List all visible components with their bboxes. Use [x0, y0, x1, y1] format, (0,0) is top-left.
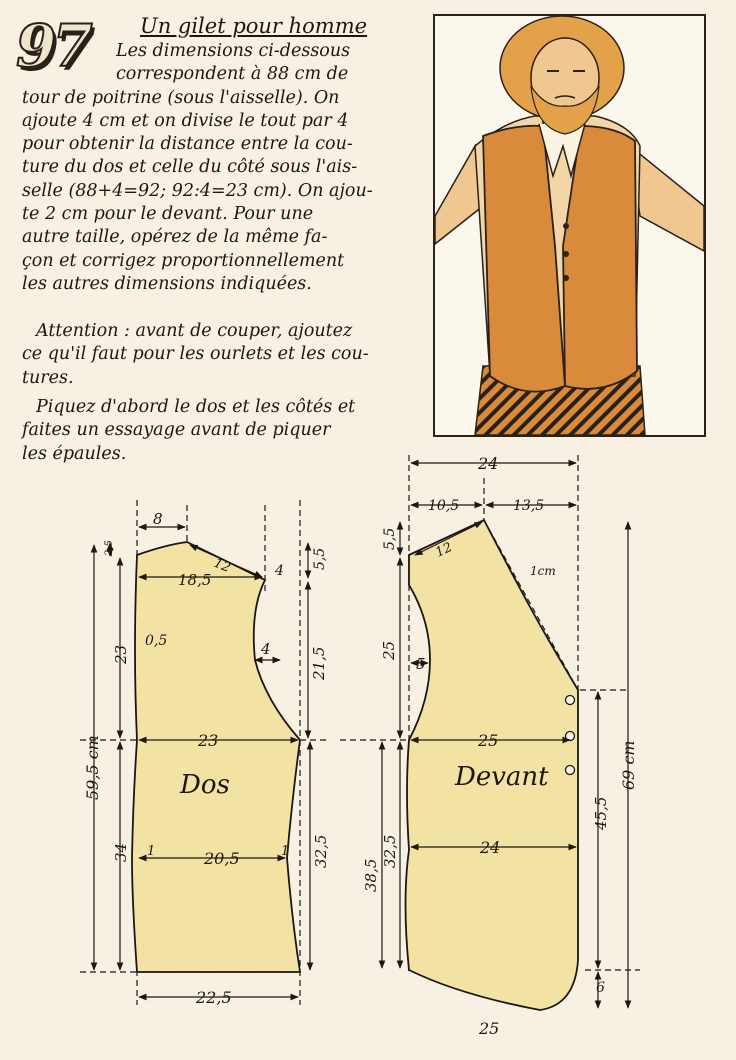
dos-neck-width: 8 [153, 510, 163, 528]
button-hole-1 [566, 696, 575, 705]
attention-line: tures. [22, 367, 74, 388]
devant-chest-width: 25 [478, 731, 499, 750]
intro-line: te 2 cm pour le devant. Pour une [22, 204, 314, 225]
devant-hem-width: 25 [479, 1019, 500, 1038]
devant-side-total: 38,5 [362, 858, 380, 892]
devant-shoulder-drop: 5,5 [382, 527, 398, 550]
dos-waist-in-left: 1 [147, 844, 156, 859]
dos-shoulder-width: 18,5 [178, 571, 212, 589]
advice-line: faites un essayage avant de piquer [22, 420, 331, 441]
devant-width: 24 [478, 454, 499, 473]
advice-line: les épaules. [22, 443, 127, 464]
intro-line: tour de poitrine (sous l'aisselle). On [22, 87, 340, 108]
chapter-number: 97 [16, 12, 89, 80]
dos-hem-width: 22,5 [196, 988, 232, 1007]
dos-shoulder-drop: 5,5 [312, 547, 328, 570]
intro-line: çon et corrigez proportionnellement [22, 250, 345, 271]
dos-label: Dos [180, 770, 230, 800]
button-hole-2 [566, 732, 575, 741]
devant-lapel-offset: 1cm [530, 564, 556, 578]
devant-armhole: 5 [416, 655, 426, 673]
dos-lower-left: 34 [112, 842, 130, 862]
devant-front-height: 45,5 [592, 796, 610, 830]
intro-line: ture du dos et celle du côté sous l'ais- [22, 157, 358, 178]
devant-point: 6 [596, 980, 605, 996]
dos-neck-drop: 2,5 [104, 540, 115, 556]
devant-shoulder-b: 13,5 [513, 498, 545, 514]
intro-line: correspondent à 88 cm de [116, 64, 349, 85]
dos-total-length: 59,5 cm [83, 735, 102, 800]
dos-armhole-height: 21,5 [310, 646, 328, 680]
dos-waist-width: 20,5 [204, 849, 240, 868]
attention-line: ce qu'il faut pour les ourlets et les cou- [22, 344, 369, 365]
dos-upper-height: 23 [112, 644, 130, 664]
attention-line: Attention : avant de couper, ajoutez [36, 321, 353, 341]
intro-line: Les dimensions ci-dessous [116, 41, 351, 61]
intro-line: selle (88+4=92; 92:4=23 cm). On ajou- [22, 180, 373, 201]
dos-shoulder-tip: 4 [275, 563, 284, 579]
dos-shoulder-seam: 12 [211, 555, 233, 576]
devant-shoulder-a: 10,5 [428, 498, 460, 514]
advice-line: Piquez d'abord le dos et les côtés et [36, 397, 356, 417]
intro-line: ajoute 4 cm et on divise le tout par 4 [22, 110, 349, 131]
devant-total-length: 69 cm [619, 740, 638, 790]
dos-waist-in-right: 1 [281, 844, 290, 859]
page-title: Un gilet pour homme [140, 14, 368, 38]
devant-armhole-height: 25 [380, 640, 398, 660]
intro-line: les autres dimensions indiquées. [22, 273, 312, 294]
dos-chest-width: 23 [198, 731, 219, 750]
dos-pattern-piece [132, 542, 300, 972]
button-hole-3 [566, 766, 575, 775]
dos-armhole-depth: 4 [261, 640, 271, 658]
devant-label: Devant [455, 762, 549, 792]
devant-waist-width: 24 [480, 838, 501, 857]
dos-center-offset: 0,5 [145, 633, 168, 649]
dos-lower-right: 32,5 [312, 834, 330, 868]
intro-line: autre taille, opérez de la même fa- [22, 227, 328, 248]
devant-side: 32,5 [381, 834, 399, 868]
intro-line: pour obtenir la distance entre la cou- [22, 134, 353, 155]
devant-shoulder-seam: 12 [433, 540, 455, 561]
